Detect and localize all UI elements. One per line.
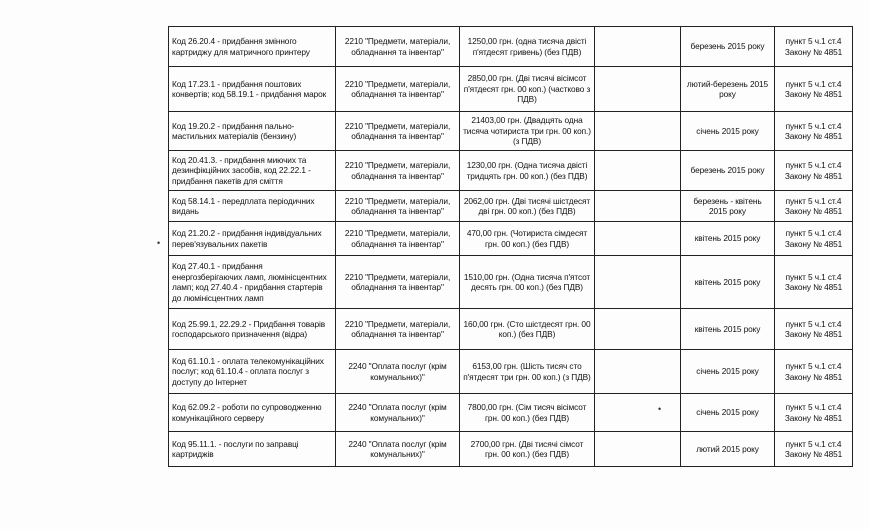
kekv-cell: 2210 "Предмети, матеріали, обладнання та інвентар" [336,309,460,350]
amount-cell: 21403,00 грн. (Двадцять одна тисяча чотириста три грн. 00 коп.) (з ПДВ) [460,112,595,151]
procedure-cell [595,112,681,151]
table-row [169,27,853,67]
table-row [169,222,853,256]
legal-basis-cell: пункт 5 ч.1 ст.4 Закону № 4851 [775,222,853,256]
kekv-cell: 2210 "Предмети, матеріали, обладнання та інвентар" [336,151,460,191]
table-row [169,309,853,350]
period-cell: квітень 2015 року [681,222,775,256]
item-code-cell: Код 26.20.4 - придбання змінного картриджу для матричного принтеру [169,27,336,67]
procedure-cell [595,67,681,112]
amount-cell: 2700,00 грн. (Дві тисячі сімсот грн. 00 коп.) (без ПДВ) [460,432,595,467]
scan-speck: • [658,404,662,414]
period-cell: січень 2015 року [681,350,775,394]
kekv-cell: 2210 "Предмети, матеріали, обладнання та інвентар" [336,67,460,112]
amount-cell: 470,00 грн. (Чотириста сімдесят грн. 00 коп.) (без ПДВ) [460,222,595,256]
legal-basis-cell: пункт 5 ч.1 ст.4 Закону № 4851 [775,112,853,151]
item-code-cell: Код 25.99.1, 22.29.2 - Придбання товарів господарського призначення (відра) [169,309,336,350]
period-cell: лютий 2015 року [681,432,775,467]
kekv-cell: 2210 "Предмети, матеріали, обладнання та інвентар" [336,191,460,222]
procedure-cell [595,309,681,350]
period-cell: лютий-березень 2015 року [681,67,775,112]
period-cell: березень 2015 року [681,151,775,191]
legal-basis-cell: пункт 5 ч.1 ст.4 Закону № 4851 [775,432,853,467]
table-row [169,151,853,191]
item-code-cell: Код 20.41.3. - придбання миючих та дезинфікційних засобів, код 22.22.1 - придбання пакетів для сміття [169,151,336,191]
amount-cell: 7800,00 грн. (Сім тисяч вісімсот грн. 00 коп.) (без ПДВ) [460,394,595,432]
amount-cell: 160,00 грн. (Сто шістдесят грн. 00 коп.) (без ПДВ) [460,309,595,350]
item-code-cell: Код 61.10.1 - оплата телекомунікаційних послуг; код 61.10.4 - оплата послуг з доступу до Інтернет [169,350,336,394]
kekv-cell: 2240 "Оплата послуг (крім комунальних)" [336,394,460,432]
amount-cell: 1510,00 грн. (Одна тисяча п'ятсот десять грн. 00 коп.) (без ПДВ) [460,256,595,309]
kekv-cell: 2210 "Предмети, матеріали, обладнання та інвентар" [336,222,460,256]
item-code-cell: Код 62.09.2 - роботи по супроводженню комунікаційного серверу [169,394,336,432]
kekv-cell: 2210 "Предмети, матеріали, обладнання та інвентар" [336,27,460,67]
kekv-cell: 2240 "Оплата послуг (крім комунальних)" [336,350,460,394]
legal-basis-cell: пункт 5 ч.1 ст.4 Закону № 4851 [775,27,853,67]
procedure-cell [595,256,681,309]
item-code-cell: Код 58.14.1 - передплата періодичних видань [169,191,336,222]
table-row [169,67,853,112]
amount-cell: 1250,00 грн. (одна тисяча двісті п'ятдесят гривень) (без ПДВ) [460,27,595,67]
table-row [169,112,853,151]
period-cell: березень 2015 року [681,27,775,67]
procedure-cell [595,222,681,256]
procedure-cell [595,191,681,222]
table-row [169,432,853,467]
period-cell: січень 2015 року [681,112,775,151]
kekv-cell: 2210 "Предмети, матеріали, обладнання та інвентар" [336,112,460,151]
item-code-cell: Код 17.23.1 - придбання поштових конвертів; код 58.19.1 - придбання марок [169,67,336,112]
table-row [169,394,853,432]
period-cell: березень - квітень 2015 року [681,191,775,222]
legal-basis-cell: пункт 5 ч.1 ст.4 Закону № 4851 [775,256,853,309]
legal-basis-cell: пункт 5 ч.1 ст.4 Закону № 4851 [775,191,853,222]
kekv-cell: 2240 "Оплата послуг (крім комунальних)" [336,432,460,467]
table-row [169,350,853,394]
table-row [169,256,853,309]
kekv-cell: 2210 "Предмети, матеріали, обладнання та інвентар" [336,256,460,309]
legal-basis-cell: пункт 5 ч.1 ст.4 Закону № 4851 [775,394,853,432]
legal-basis-cell: пункт 5 ч.1 ст.4 Закону № 4851 [775,151,853,191]
amount-cell: 1230,00 грн. (Одна тисяча двісті тридцять грн. 00 коп.) (без ПДВ) [460,151,595,191]
table-row [169,191,853,222]
period-cell: січень 2015 року [681,394,775,432]
item-code-cell: Код 95.11.1. - послуги по заправці картриджів [169,432,336,467]
legal-basis-cell: пункт 5 ч.1 ст.4 Закону № 4851 [775,350,853,394]
item-code-cell: Код 21.20.2 - придбання індивідуальних перев'язувальних пакетів [169,222,336,256]
procedure-cell [595,394,681,432]
amount-cell: 6153,00 грн. (Шість тисяч сто п'ятдесят три грн. 00 коп.) (з ПДВ) [460,350,595,394]
amount-cell: 2062,00 грн. (Дві тисячі шістдесят дві грн. 00 коп.) (без ПДВ) [460,191,595,222]
procedure-cell [595,151,681,191]
procedure-cell [595,350,681,394]
legal-basis-cell: пункт 5 ч.1 ст.4 Закону № 4851 [775,309,853,350]
procedure-cell [595,27,681,67]
item-code-cell: Код 19.20.2 - придбання пально-мастильних матеріалів (бензину) [169,112,336,151]
procurement-plan-table [168,26,853,467]
procedure-cell [595,432,681,467]
period-cell: квітень 2015 року [681,309,775,350]
legal-basis-cell: пункт 5 ч.1 ст.4 Закону № 4851 [775,67,853,112]
scan-speck: • [157,238,161,248]
amount-cell: 2850,00 грн. (Дві тисячі вісімсот п'ятдесят грн. 00 коп.) (частково з ПДВ) [460,67,595,112]
period-cell: квітень 2015 року [681,256,775,309]
item-code-cell: Код 27.40.1 - придбання енергозберігаючих ламп, люмінісцентних ламп; код 27.40.4 - придбання стартерів до люмінісцентних ламп [169,256,336,309]
